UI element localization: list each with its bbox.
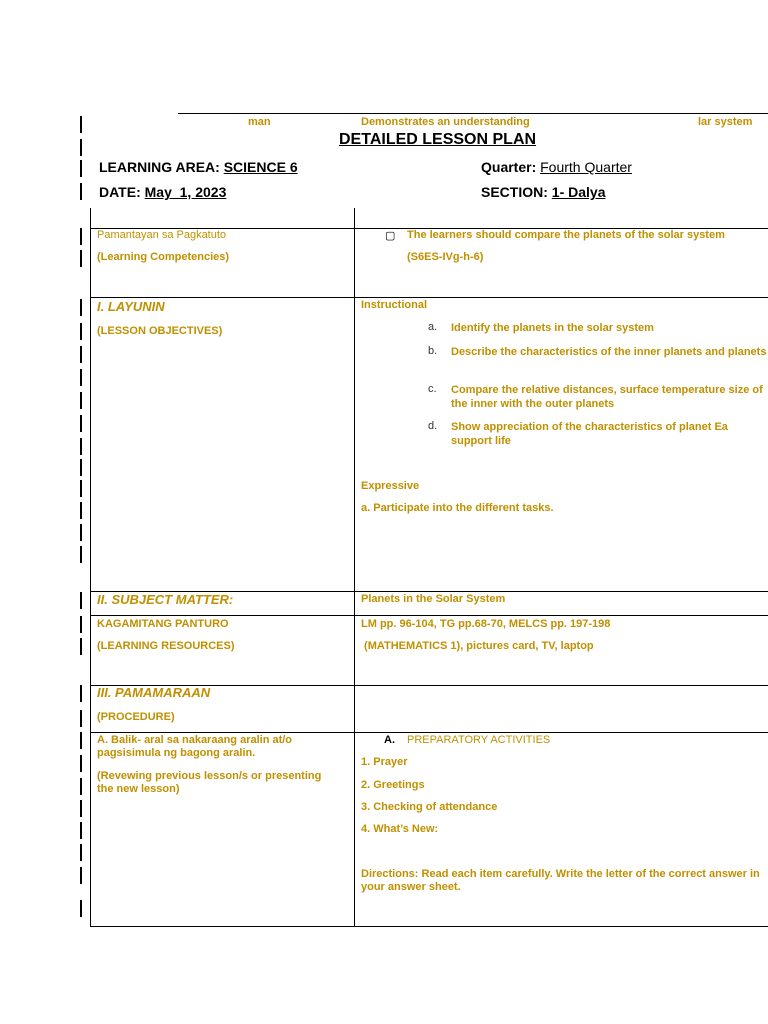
table-divider — [354, 208, 355, 926]
section-label: SECTION: — [481, 184, 548, 200]
margin-bar — [80, 323, 82, 340]
margin-bar — [80, 800, 82, 817]
table-border-left — [90, 208, 91, 926]
margin-bar — [80, 116, 82, 133]
checkbox-bullet-icon: ▢ — [385, 230, 396, 242]
instructional-label: Instructional — [361, 299, 428, 311]
learning-area-label: LEARNING AREA: — [99, 159, 220, 175]
margin-bar — [80, 710, 82, 727]
objective-text: Describe the characteristics of the inner planets and planets — [451, 346, 767, 358]
margin-bar — [80, 524, 82, 541]
top-rule-left — [178, 113, 360, 114]
section — [481, 184, 605, 200]
resources-line-2: (MATHEMATICS 1), pictures card, TV, laptop — [361, 640, 594, 652]
margin-bar — [80, 502, 82, 519]
date-value: May 1, 2023 — [144, 184, 227, 200]
competencies-title: Pamantayan sa Pagkatuto — [97, 229, 227, 241]
review-subtitle: (Revewing previous lesson/s or presenting the new lesson) — [97, 770, 322, 795]
margin-bar — [80, 638, 82, 655]
objectives-subtitle: (LESSON OBJECTIVES) — [97, 325, 223, 337]
top-fragment-left: man — [248, 116, 271, 128]
margin-bar — [80, 900, 82, 917]
learning-area — [99, 159, 298, 175]
expressive-label: Expressive — [361, 480, 420, 492]
objective-marker: c. — [428, 383, 437, 395]
margin-bar — [80, 139, 82, 156]
margin-bar — [80, 592, 82, 609]
step-item: 3. Checking of attendance — [361, 801, 498, 813]
table-row-border — [90, 732, 768, 733]
quarter-label: Quarter: — [481, 159, 537, 175]
step-item: 2. Greetings — [361, 779, 425, 791]
margin-bar — [80, 822, 82, 839]
preparatory-marker: A. — [384, 734, 395, 746]
subject-matter-value: Planets in the Solar System — [361, 593, 506, 605]
date-label: DATE: — [99, 184, 141, 200]
margin-bar — [80, 459, 82, 476]
resources-title: KAGAMITANG PANTURO — [97, 618, 229, 630]
margin-bar — [80, 480, 82, 497]
margin-bar — [80, 867, 82, 884]
page-title: DETAILED LESSON PLAN — [339, 131, 537, 148]
margin-bar — [80, 160, 82, 177]
margin-bar — [80, 415, 82, 432]
top-fragment-right: lar system — [698, 116, 753, 128]
objective-text: Show appreciation of the characteristics of planet Ea support life — [451, 421, 728, 447]
directions-text: Directions: Read each item carefully. Write the letter of the correct answer in your answer sheet. — [361, 868, 760, 893]
top-rule-mid — [360, 113, 768, 114]
margin-bar — [80, 250, 82, 267]
review-title: A. Balik- aral sa nakaraang aralin at/o pagsisimula ng bagong aralin. — [97, 734, 293, 759]
competencies-code: (S6ES-IVg-h-6) — [407, 251, 484, 263]
margin-bar — [80, 616, 82, 633]
margin-bar — [80, 755, 82, 772]
competencies-text: The learners should compare the planets of the solar system — [407, 229, 725, 241]
margin-bar — [80, 346, 82, 363]
margin-bar — [80, 844, 82, 861]
date — [99, 184, 226, 200]
section-value: 1- Dalya — [551, 184, 606, 200]
margin-bar — [80, 369, 82, 386]
quarter — [481, 159, 632, 175]
margin-bar — [80, 546, 82, 563]
objective-marker: a. — [428, 321, 438, 333]
objective-marker: b. — [428, 345, 438, 357]
margin-bar — [80, 438, 82, 455]
step-item: 1. Prayer — [361, 756, 408, 768]
expressive-item: a. Participate into the different tasks. — [361, 502, 554, 514]
margin-bar — [80, 778, 82, 795]
top-fragment-mid: Demonstrates an understanding — [361, 116, 530, 128]
margin-bar — [80, 228, 82, 245]
learning-area-value: SCIENCE 6 — [223, 159, 298, 175]
resources-subtitle: (LEARNING RESOURCES) — [97, 640, 235, 652]
resources-line-1: LM pp. 96-104, TG pp.68-70, MELCS pp. 197-198 — [361, 618, 611, 630]
margin-bar — [80, 392, 82, 409]
margin-bar — [80, 732, 82, 749]
margin-bar — [80, 685, 82, 702]
objective-text: Identify the planets in the solar system — [451, 322, 654, 334]
objective-marker: d. — [428, 420, 438, 432]
subject-matter-title: II. SUBJECT MATTER: — [97, 592, 234, 607]
table-row-border — [90, 926, 768, 927]
competencies-subtitle: (Learning Competencies) — [97, 251, 230, 263]
procedure-title: III. PAMAMARAAN — [97, 685, 211, 700]
margin-bar — [80, 299, 82, 316]
quarter-value: Fourth Quarter — [540, 159, 632, 175]
objectives-title: I. LAYUNIN — [97, 299, 165, 314]
objective-text: Compare the relative distances, surface temperature size of the inner with the outer planets — [451, 384, 763, 410]
step-item: 4. What’s New: — [361, 823, 439, 835]
table-row-border — [90, 297, 768, 298]
table-row-border — [90, 615, 768, 616]
procedure-subtitle: (PROCEDURE) — [97, 711, 175, 723]
preparatory-title: PREPARATORY ACTIVITIES — [407, 734, 551, 746]
margin-bar — [80, 183, 82, 200]
